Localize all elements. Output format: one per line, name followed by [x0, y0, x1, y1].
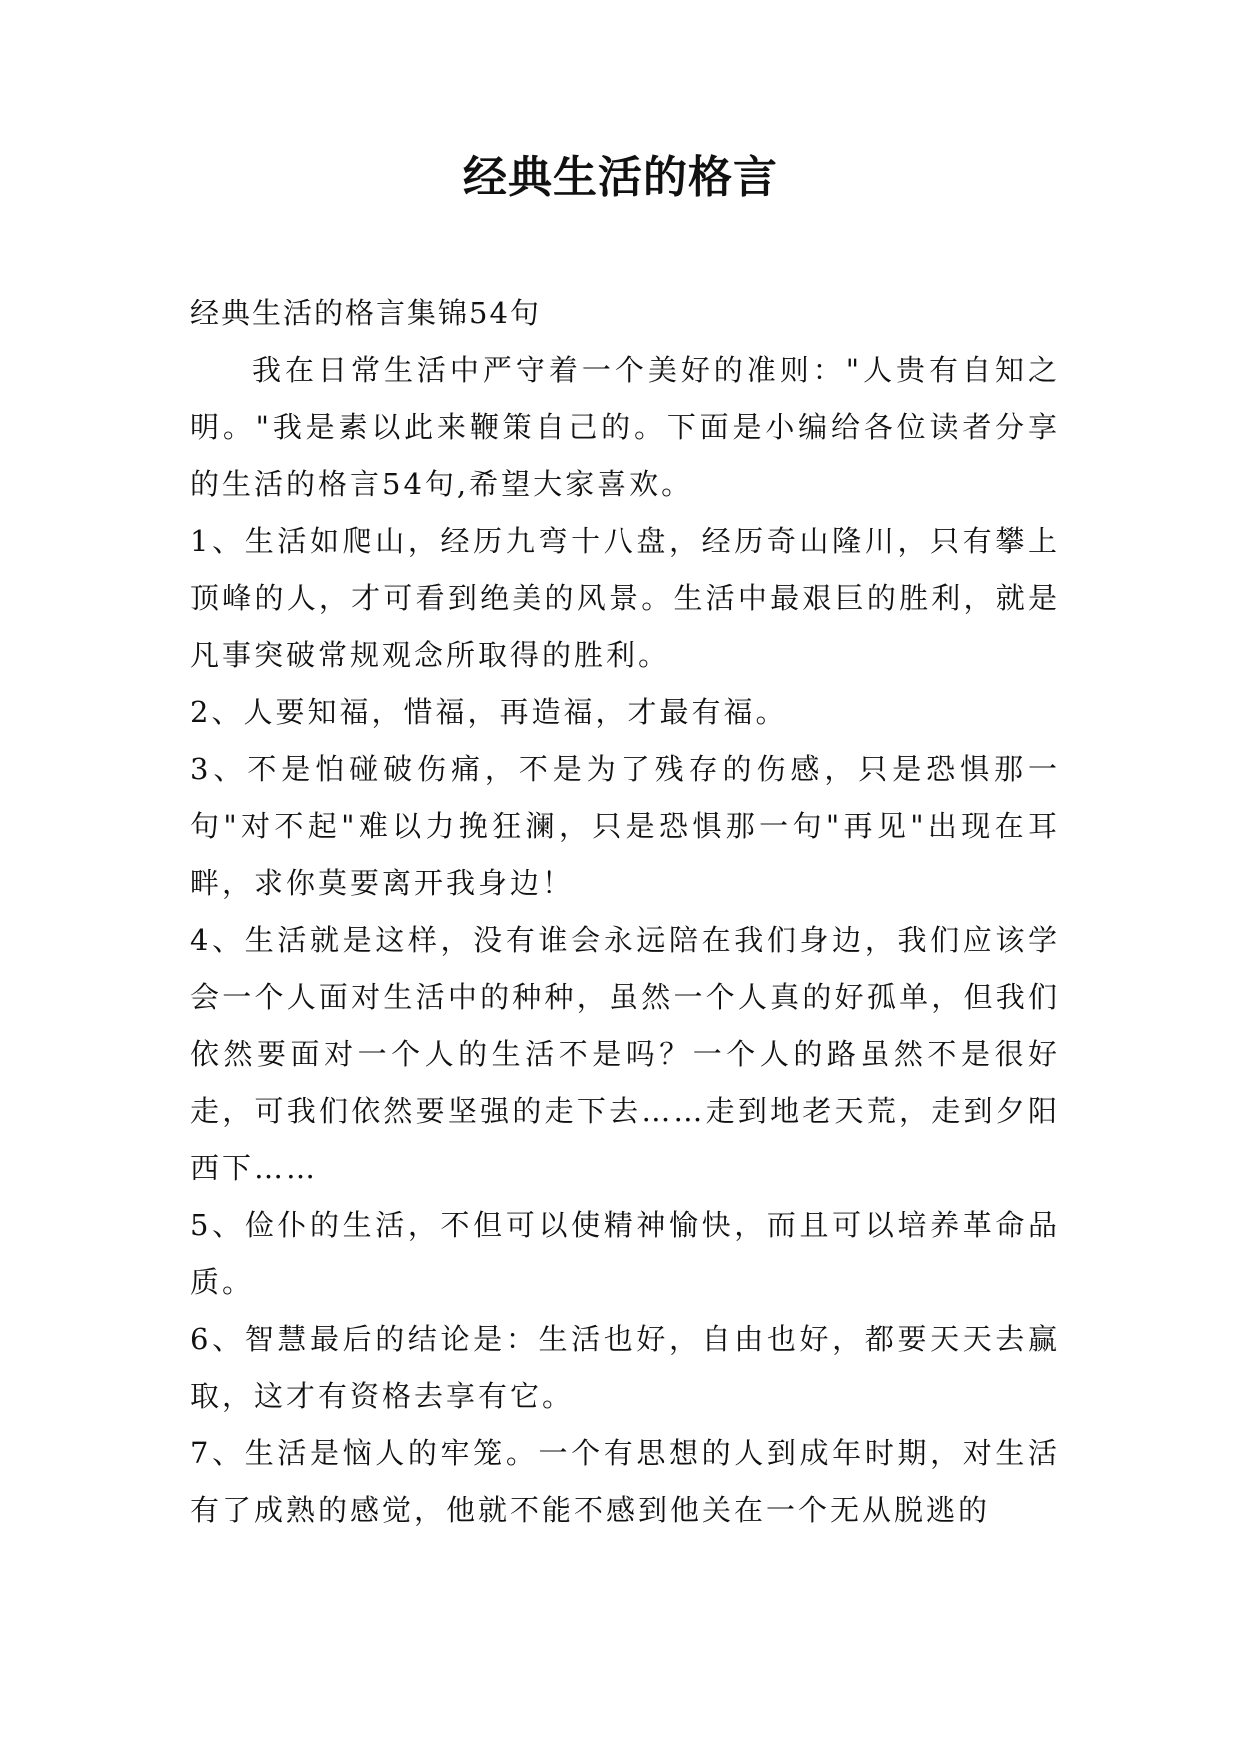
quote-item-6: 6、智慧最后的结论是：生活也好，自由也好，都要天天去赢取，这才有资格去享有它。 — [190, 1322, 1060, 1413]
intro-paragraph: 我在日常生活中严守着一个美好的准则："人贵有自知之明。"我是素以此来鞭策自己的。下面是小编给各位读者分享的生活的格言54句,希望大家喜欢。 — [190, 353, 1060, 501]
quote-item-2: 2、人要知福，惜福，再造福，才最有福。 — [190, 695, 788, 729]
quote-item-1: 1、生活如爬山，经历九弯十八盘，经历奇山隆川，只有攀上顶峰的人，才可看到绝美的风景。生活中最艰巨的胜利，就是凡事突破常规观念所取得的胜利。 — [190, 524, 1060, 672]
document-body — [190, 285, 1060, 1539]
quote-item-5: 5、俭仆的生活，不但可以使精神愉快，而且可以培养革命品质。 — [190, 1208, 1060, 1299]
document-title: 经典生活的格言 — [463, 152, 778, 203]
quote-item-4: 4、生活就是这样，没有谁会永远陪在我们身边，我们应该学会一个人面对生活中的种种，虽然一个人真的好孤单，但我们依然要面对一个人的生活不是吗？一个人的路虽然不是很好走，可我们依然要坚强的走下去……走到地老天荒，走到夕阳西下…… — [190, 923, 1060, 1185]
quote-item-3: 3、不是怕碰破伤痛，不是为了残存的伤感，只是恐惧那一句"对不起"难以力挽狂澜，只是恐惧那一句"再见"出现在耳畔，求你莫要离开我身边！ — [190, 752, 1060, 900]
quote-item-7: 7、生活是恼人的牢笼。一个有思想的人到成年时期，对生活有了成熟的感觉，他就不能不感到他关在一个无从脱逃的 — [190, 1436, 1060, 1527]
document-subtitle: 经典生活的格言集锦54句 — [190, 296, 541, 330]
